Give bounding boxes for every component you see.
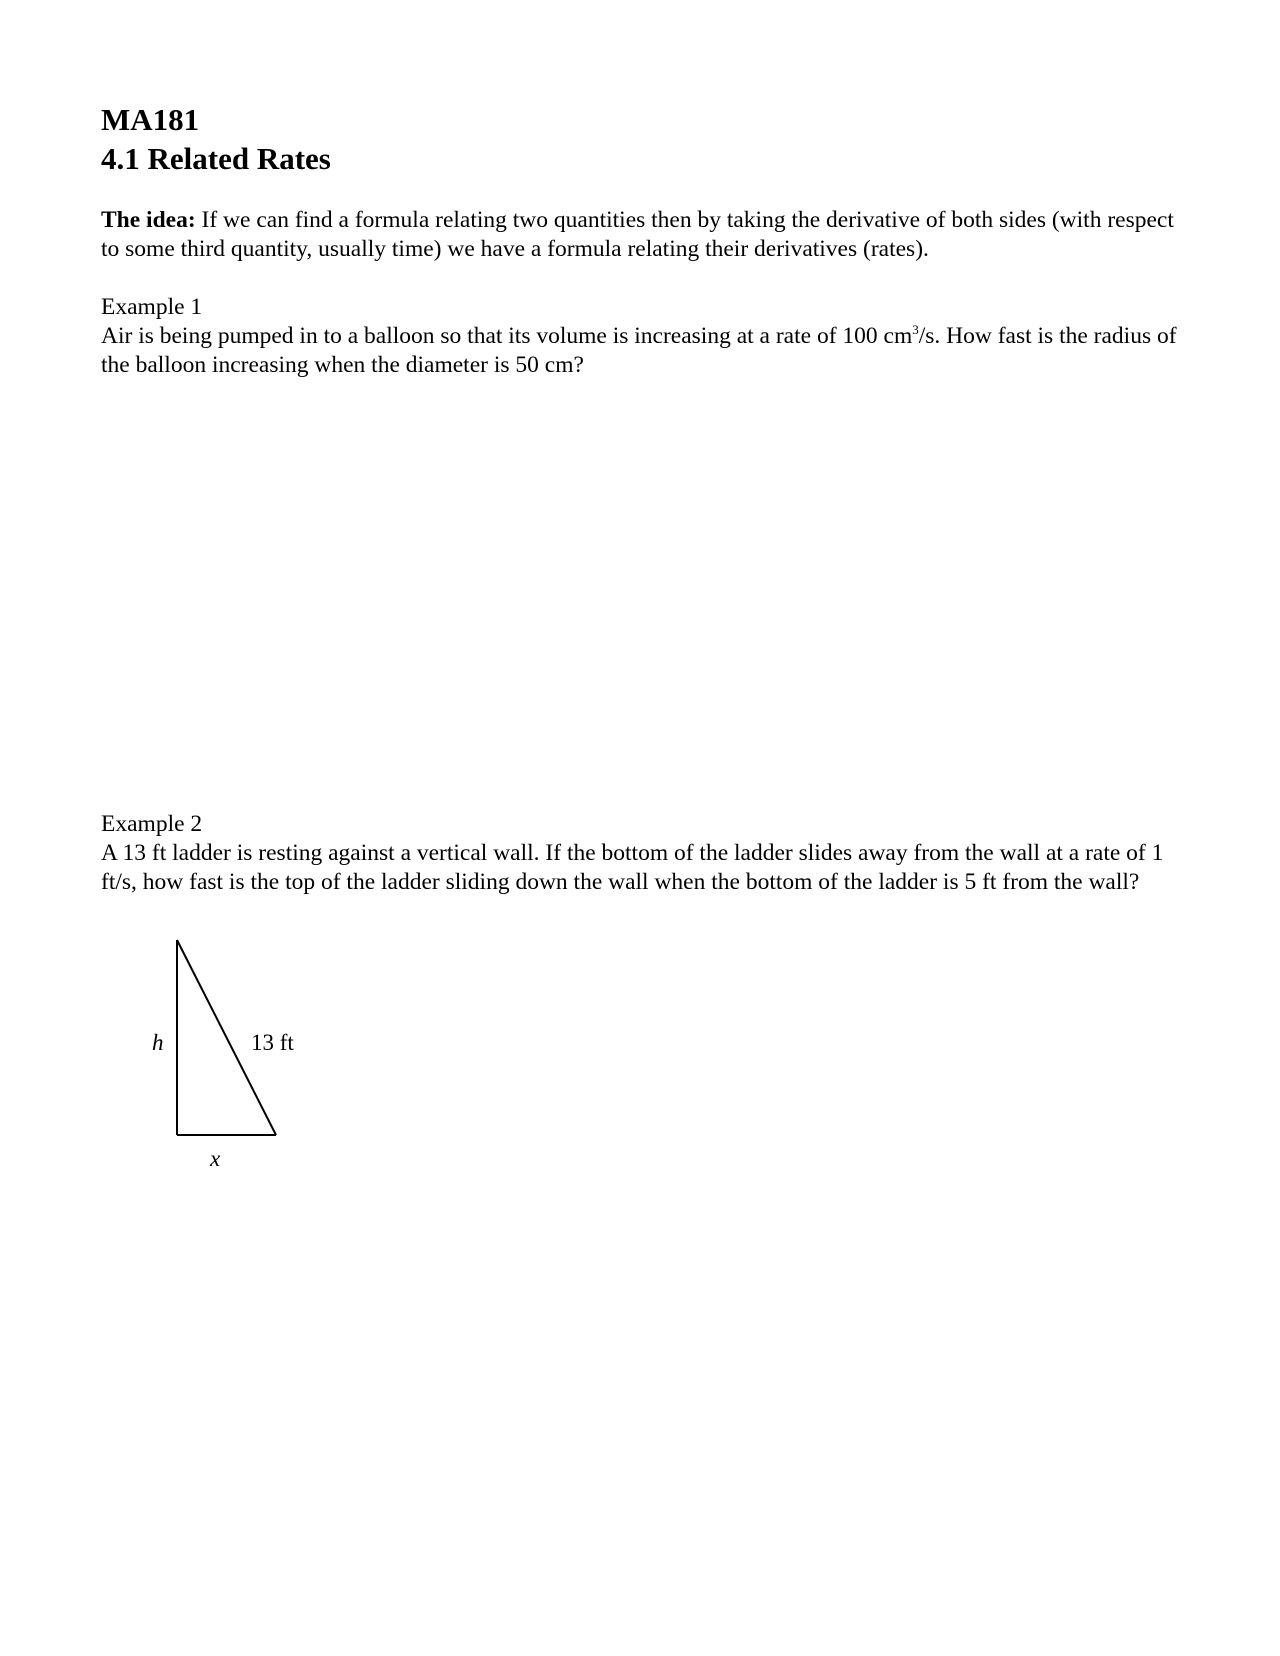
example-1-text [101,322,1181,380]
example-1-text-after: /s. How fast is the radius of the balloon increasing when the diameter is 50 cm? [101,323,1177,378]
intro-text: If we can find a formula relating two quantities then by taking the derivative of both sides (with respect to some third quantity, usually time) we have a formula relating their derivatives (rates). [101,207,1174,262]
intro-label: The idea: [101,207,196,233]
example-2-label: Example 2 [101,811,203,837]
example-1-label: Example 1 [101,294,203,320]
ladder-diagram [140,930,320,1170]
ladder-length-label: 13 ft [251,1030,294,1055]
example-1-text-before: Air is being pumped in to a balloon so that its volume is increasing at a rate of 100 cm [101,323,913,349]
intro-paragraph [101,206,1181,264]
example-2-text: A 13 ft ladder is resting against a vertical wall. If the bottom of the ladder slides away from the wall at a rate of 1 ft/s, how fast is the top of the ladder sliding down the wall when the bottom of the ladder is 5 ft from the wall? [101,840,1164,895]
course-code: MA181 [101,102,200,137]
base-distance-label: x [210,1146,221,1171]
height-label: h [152,1030,164,1055]
section-title: 4.1 Related Rates [101,141,331,176]
example-1-superscript: 3 [912,322,919,337]
